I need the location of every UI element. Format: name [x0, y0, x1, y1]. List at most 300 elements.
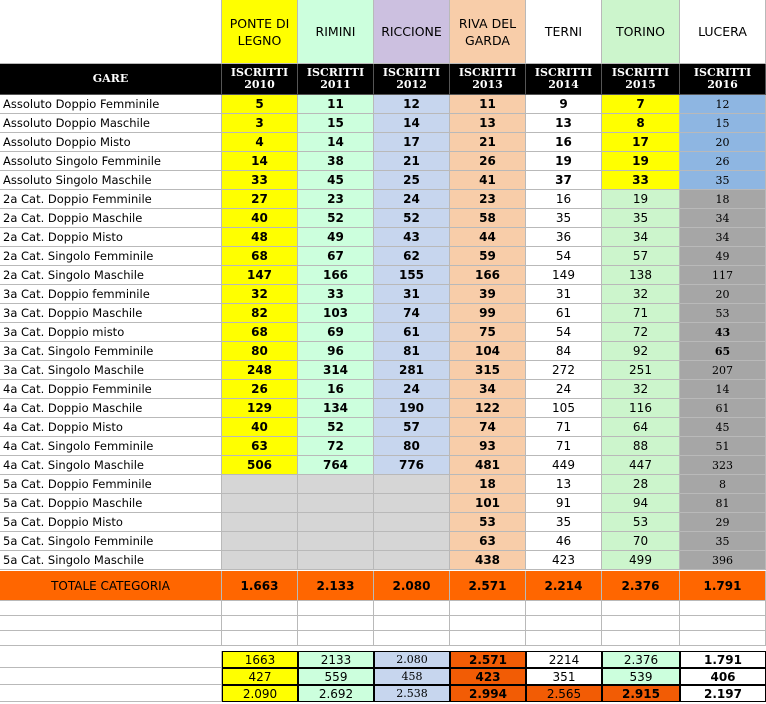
value-cell[interactable]: 5 [222, 95, 298, 114]
city-header[interactable]: TORINO [602, 0, 680, 64]
summary-value[interactable]: 427 [222, 668, 298, 685]
value-cell[interactable]: 72 [602, 323, 680, 342]
value-cell[interactable]: 36 [526, 228, 602, 247]
race-label[interactable]: Assoluto Doppio Maschile [0, 114, 222, 133]
value-cell[interactable]: 103 [298, 304, 374, 323]
value-cell[interactable]: 37 [526, 171, 602, 190]
totale-value[interactable]: 2.571 [450, 571, 526, 601]
value-cell[interactable]: 122 [450, 399, 526, 418]
empty-cell[interactable] [0, 685, 222, 702]
value-cell[interactable]: 49 [680, 247, 766, 266]
value-cell[interactable]: 19 [526, 152, 602, 171]
city-header[interactable]: LUCERA [680, 0, 766, 64]
value-cell[interactable] [374, 551, 450, 570]
value-cell[interactable]: 104 [450, 342, 526, 361]
summary-value[interactable]: 2.915 [602, 685, 680, 702]
empty-cell[interactable] [680, 616, 766, 631]
value-cell[interactable]: 8 [680, 475, 766, 494]
gare-header[interactable]: GARE [0, 64, 222, 95]
totale-label[interactable]: TOTALE CATEGORIA [0, 571, 222, 601]
race-label[interactable]: 3a Cat. Singolo Femminile [0, 342, 222, 361]
city-header[interactable]: RICCIONE [374, 0, 450, 64]
value-cell[interactable]: 207 [680, 361, 766, 380]
table-row [0, 323, 766, 342]
empty-cell[interactable] [298, 601, 374, 616]
value-cell[interactable]: 71 [602, 304, 680, 323]
totale-row [0, 571, 766, 601]
race-label[interactable]: Assoluto Doppio Misto [0, 133, 222, 152]
value-cell[interactable]: 65 [680, 342, 766, 361]
summary-value[interactable]: 559 [298, 668, 374, 685]
value-cell[interactable] [298, 551, 374, 570]
table-row [0, 133, 766, 152]
iscritti-header[interactable] [298, 64, 374, 95]
race-label[interactable]: 2a Cat. Singolo Femminile [0, 247, 222, 266]
iscritti-year: 2014 [548, 78, 579, 91]
value-cell[interactable]: 499 [602, 551, 680, 570]
summary-value[interactable]: 2.565 [526, 685, 602, 702]
empty-cell[interactable] [0, 651, 222, 668]
value-cell[interactable]: 138 [602, 266, 680, 285]
summary-value[interactable]: 2.080 [374, 651, 450, 668]
value-cell[interactable]: 41 [450, 171, 526, 190]
value-cell[interactable]: 80 [222, 342, 298, 361]
value-cell[interactable]: 166 [450, 266, 526, 285]
value-cell[interactable]: 82 [222, 304, 298, 323]
summary-value[interactable]: 2.090 [222, 685, 298, 702]
value-cell[interactable]: 43 [374, 228, 450, 247]
iscritti-header[interactable] [450, 64, 526, 95]
value-cell[interactable]: 53 [680, 304, 766, 323]
summary-value[interactable]: 2.538 [374, 685, 450, 702]
value-cell[interactable]: 34 [602, 228, 680, 247]
race-label[interactable]: 4a Cat. Singolo Maschile [0, 456, 222, 475]
value-cell[interactable]: 147 [222, 266, 298, 285]
value-cell[interactable]: 33 [298, 285, 374, 304]
summary-value[interactable]: 351 [526, 668, 602, 685]
value-cell[interactable]: 49 [298, 228, 374, 247]
value-cell[interactable]: 84 [526, 342, 602, 361]
value-cell[interactable] [298, 494, 374, 513]
value-cell[interactable]: 52 [298, 418, 374, 437]
totale-value[interactable]: 2.133 [298, 571, 374, 601]
race-label[interactable]: 3a Cat. Doppio misto [0, 323, 222, 342]
value-cell[interactable]: 13 [526, 114, 602, 133]
value-cell[interactable]: 59 [450, 247, 526, 266]
value-cell[interactable] [222, 475, 298, 494]
race-label[interactable]: 4a Cat. Doppio Misto [0, 418, 222, 437]
value-cell[interactable]: 190 [374, 399, 450, 418]
race-label[interactable]: 2a Cat. Doppio Maschile [0, 209, 222, 228]
value-cell[interactable]: 16 [526, 190, 602, 209]
totale-value[interactable]: 2.080 [374, 571, 450, 601]
value-cell[interactable]: 43 [680, 323, 766, 342]
totale-value[interactable]: 1.663 [222, 571, 298, 601]
value-cell[interactable]: 68 [222, 247, 298, 266]
value-cell[interactable]: 117 [680, 266, 766, 285]
value-cell[interactable]: 74 [374, 304, 450, 323]
empty-cell[interactable] [526, 601, 602, 616]
race-label[interactable]: 5a Cat. Singolo Maschile [0, 551, 222, 570]
empty-cell[interactable] [298, 616, 374, 631]
summary-value[interactable]: 539 [602, 668, 680, 685]
value-cell[interactable]: 24 [526, 380, 602, 399]
iscritti-year: 2012 [396, 78, 427, 91]
value-cell[interactable]: 17 [602, 133, 680, 152]
table-row [0, 475, 766, 494]
empty-cell[interactable] [222, 601, 298, 616]
race-label[interactable]: 3a Cat. Singolo Maschile [0, 361, 222, 380]
value-cell[interactable]: 44 [450, 228, 526, 247]
value-cell[interactable]: 21 [374, 152, 450, 171]
value-cell[interactable]: 31 [374, 285, 450, 304]
value-cell[interactable]: 15 [298, 114, 374, 133]
value-cell[interactable]: 21 [450, 133, 526, 152]
empty-cell[interactable] [602, 631, 680, 646]
value-cell[interactable]: 51 [680, 437, 766, 456]
race-label[interactable]: 4a Cat. Singolo Femminile [0, 437, 222, 456]
value-cell[interactable] [222, 532, 298, 551]
iscritti-header[interactable] [374, 64, 450, 95]
value-cell[interactable] [298, 513, 374, 532]
value-cell[interactable]: 57 [374, 418, 450, 437]
value-cell[interactable]: 71 [526, 418, 602, 437]
value-cell[interactable]: 13 [450, 114, 526, 133]
value-cell[interactable]: 14 [680, 380, 766, 399]
value-cell[interactable]: 134 [298, 399, 374, 418]
value-cell[interactable]: 63 [222, 437, 298, 456]
summary-value[interactable]: 2.994 [450, 685, 526, 702]
table-row [0, 114, 766, 133]
value-cell[interactable]: 12 [374, 95, 450, 114]
empty-cell[interactable] [526, 631, 602, 646]
summary-value[interactable]: 2133 [298, 651, 374, 668]
value-cell[interactable]: 14 [374, 114, 450, 133]
value-cell[interactable]: 323 [680, 456, 766, 475]
race-label[interactable]: 5a Cat. Doppio Misto [0, 513, 222, 532]
value-cell[interactable]: 45 [680, 418, 766, 437]
value-cell[interactable]: 764 [298, 456, 374, 475]
value-cell[interactable]: 45 [298, 171, 374, 190]
value-cell[interactable]: 166 [298, 266, 374, 285]
value-cell[interactable]: 7 [602, 95, 680, 114]
value-cell[interactable]: 272 [526, 361, 602, 380]
value-cell[interactable] [222, 513, 298, 532]
summary-value[interactable]: 2214 [526, 651, 602, 668]
table-row [0, 418, 766, 437]
value-cell[interactable]: 11 [450, 95, 526, 114]
value-cell[interactable]: 54 [526, 323, 602, 342]
empty-cell[interactable] [450, 616, 526, 631]
value-cell[interactable]: 34 [680, 228, 766, 247]
value-cell[interactable]: 29 [680, 513, 766, 532]
empty-row [0, 616, 766, 631]
value-cell[interactable]: 14 [222, 152, 298, 171]
value-cell[interactable]: 54 [526, 247, 602, 266]
table-row [0, 380, 766, 399]
value-cell[interactable]: 3 [222, 114, 298, 133]
value-cell[interactable]: 24 [374, 380, 450, 399]
race-label[interactable]: 5a Cat. Doppio Femminile [0, 475, 222, 494]
value-cell[interactable]: 46 [526, 532, 602, 551]
value-cell[interactable]: 35 [526, 209, 602, 228]
value-cell[interactable]: 32 [222, 285, 298, 304]
value-cell[interactable]: 315 [450, 361, 526, 380]
value-cell[interactable]: 34 [450, 380, 526, 399]
empty-cell[interactable] [602, 616, 680, 631]
value-cell[interactable]: 53 [450, 513, 526, 532]
value-cell[interactable]: 71 [526, 437, 602, 456]
value-cell[interactable]: 96 [298, 342, 374, 361]
summary-value[interactable]: 1663 [222, 651, 298, 668]
value-cell[interactable]: 13 [526, 475, 602, 494]
race-label[interactable]: 2a Cat. Doppio Femminile [0, 190, 222, 209]
iscritti-label: ISCRITTI [306, 66, 365, 79]
value-cell[interactable]: 61 [374, 323, 450, 342]
summary-value[interactable]: 458 [374, 668, 450, 685]
value-cell[interactable]: 75 [450, 323, 526, 342]
race-label[interactable]: Assoluto Singolo Maschile [0, 171, 222, 190]
value-cell[interactable]: 74 [450, 418, 526, 437]
totale-value[interactable]: 2.376 [602, 571, 680, 601]
empty-cell[interactable] [0, 616, 222, 631]
value-cell[interactable]: 72 [298, 437, 374, 456]
value-cell[interactable]: 25 [374, 171, 450, 190]
value-cell[interactable]: 776 [374, 456, 450, 475]
table-row [0, 266, 766, 285]
value-cell[interactable]: 38 [298, 152, 374, 171]
value-cell[interactable]: 481 [450, 456, 526, 475]
iscritti-header-row [0, 64, 766, 95]
race-label[interactable]: Assoluto Doppio Femminile [0, 95, 222, 114]
value-cell[interactable]: 15 [680, 114, 766, 133]
value-cell[interactable]: 18 [450, 475, 526, 494]
value-cell[interactable] [298, 475, 374, 494]
empty-cell[interactable] [222, 616, 298, 631]
empty-cell[interactable] [526, 616, 602, 631]
value-cell[interactable]: 9 [526, 95, 602, 114]
value-cell[interactable]: 32 [602, 380, 680, 399]
empty-cell[interactable] [450, 631, 526, 646]
value-cell[interactable]: 69 [298, 323, 374, 342]
city-header-row [0, 0, 766, 64]
race-label[interactable]: 5a Cat. Doppio Maschile [0, 494, 222, 513]
value-cell[interactable]: 20 [680, 133, 766, 152]
value-cell[interactable]: 8 [602, 114, 680, 133]
value-cell[interactable]: 24 [374, 190, 450, 209]
table-row [0, 437, 766, 456]
summary-value[interactable]: 2.376 [602, 651, 680, 668]
value-cell[interactable]: 80 [374, 437, 450, 456]
value-cell[interactable]: 116 [602, 399, 680, 418]
totale-value[interactable]: 1.791 [680, 571, 766, 601]
race-label[interactable]: 2a Cat. Singolo Maschile [0, 266, 222, 285]
summary-value[interactable]: 2.692 [298, 685, 374, 702]
value-cell[interactable]: 61 [526, 304, 602, 323]
empty-cell[interactable] [298, 631, 374, 646]
value-cell[interactable]: 423 [526, 551, 602, 570]
value-cell[interactable]: 68 [222, 323, 298, 342]
summary-value[interactable]: 2.571 [450, 651, 526, 668]
value-cell[interactable] [222, 494, 298, 513]
value-cell[interactable]: 35 [680, 171, 766, 190]
race-label[interactable]: Assoluto Singolo Femminile [0, 152, 222, 171]
value-cell[interactable] [374, 513, 450, 532]
empty-cell[interactable] [222, 631, 298, 646]
value-cell[interactable]: 88 [602, 437, 680, 456]
value-cell[interactable]: 12 [680, 95, 766, 114]
value-cell[interactable]: 92 [602, 342, 680, 361]
race-label[interactable]: 5a Cat. Singolo Femminile [0, 532, 222, 551]
empty-cell[interactable] [0, 601, 222, 616]
value-cell[interactable]: 52 [374, 209, 450, 228]
value-cell[interactable]: 93 [450, 437, 526, 456]
empty-cell[interactable] [680, 601, 766, 616]
value-cell[interactable]: 447 [602, 456, 680, 475]
value-cell[interactable]: 438 [450, 551, 526, 570]
value-cell[interactable]: 155 [374, 266, 450, 285]
value-cell[interactable]: 248 [222, 361, 298, 380]
iscritti-header[interactable] [222, 64, 298, 95]
summary-value[interactable]: 423 [450, 668, 526, 685]
race-label[interactable]: 2a Cat. Doppio Misto [0, 228, 222, 247]
value-cell[interactable]: 26 [450, 152, 526, 171]
value-cell[interactable]: 31 [526, 285, 602, 304]
value-cell[interactable]: 28 [602, 475, 680, 494]
value-cell[interactable] [222, 551, 298, 570]
empty-cell[interactable] [0, 668, 222, 685]
value-cell[interactable]: 40 [222, 418, 298, 437]
value-cell[interactable]: 19 [602, 190, 680, 209]
iscritti-label: ISCRITTI [693, 66, 752, 79]
iscritti-header[interactable] [526, 64, 602, 95]
value-cell[interactable]: 35 [526, 513, 602, 532]
value-cell[interactable]: 17 [374, 133, 450, 152]
table-row [0, 551, 766, 570]
value-cell[interactable] [374, 532, 450, 551]
value-cell[interactable]: 35 [602, 209, 680, 228]
value-cell[interactable]: 506 [222, 456, 298, 475]
city-header[interactable]: TERNI [526, 0, 602, 64]
summary-value[interactable]: 1.791 [680, 651, 766, 668]
value-cell[interactable]: 33 [222, 171, 298, 190]
table-row [0, 209, 766, 228]
value-cell[interactable]: 70 [602, 532, 680, 551]
summary-value[interactable]: 2.197 [680, 685, 766, 702]
value-cell[interactable]: 26 [222, 380, 298, 399]
iscritti-label: ISCRITTI [458, 66, 517, 79]
table-row [0, 152, 766, 171]
empty-cell[interactable] [680, 631, 766, 646]
value-cell[interactable]: 14 [298, 133, 374, 152]
city-header[interactable]: RIVA DEL GARDA [450, 0, 526, 64]
value-cell[interactable] [374, 494, 450, 513]
race-label[interactable]: 4a Cat. Doppio Maschile [0, 399, 222, 418]
value-cell[interactable]: 27 [222, 190, 298, 209]
value-cell[interactable]: 396 [680, 551, 766, 570]
summary-value[interactable]: 406 [680, 668, 766, 685]
empty-cell[interactable] [374, 631, 450, 646]
summary-row [0, 651, 766, 668]
empty-row [0, 601, 766, 616]
value-cell[interactable]: 26 [680, 152, 766, 171]
value-cell[interactable]: 16 [298, 380, 374, 399]
value-cell[interactable]: 129 [222, 399, 298, 418]
value-cell[interactable]: 48 [222, 228, 298, 247]
value-cell[interactable]: 18 [680, 190, 766, 209]
table-row [0, 304, 766, 323]
value-cell[interactable]: 99 [450, 304, 526, 323]
value-cell[interactable]: 16 [526, 133, 602, 152]
table-row [0, 95, 766, 114]
value-cell[interactable]: 449 [526, 456, 602, 475]
value-cell[interactable]: 23 [298, 190, 374, 209]
value-cell[interactable] [298, 532, 374, 551]
value-cell[interactable]: 67 [298, 247, 374, 266]
value-cell[interactable]: 52 [298, 209, 374, 228]
race-label[interactable]: 3a Cat. Doppio femminile [0, 285, 222, 304]
iscritti-year: 2010 [244, 78, 275, 91]
empty-cell[interactable] [374, 601, 450, 616]
empty-cell[interactable] [0, 631, 222, 646]
value-cell[interactable]: 4 [222, 133, 298, 152]
iscritti-header[interactable] [602, 64, 680, 95]
value-cell[interactable]: 281 [374, 361, 450, 380]
value-cell[interactable]: 81 [680, 494, 766, 513]
empty-row [0, 631, 766, 646]
value-cell[interactable]: 62 [374, 247, 450, 266]
value-cell[interactable]: 149 [526, 266, 602, 285]
city-header[interactable]: RIMINI [298, 0, 374, 64]
value-cell[interactable]: 11 [298, 95, 374, 114]
empty-cell[interactable] [374, 616, 450, 631]
value-cell[interactable]: 314 [298, 361, 374, 380]
value-cell[interactable]: 91 [526, 494, 602, 513]
value-cell[interactable]: 23 [450, 190, 526, 209]
value-cell[interactable]: 33 [602, 171, 680, 190]
race-label[interactable]: 4a Cat. Doppio Femminile [0, 380, 222, 399]
value-cell[interactable] [374, 475, 450, 494]
value-cell[interactable]: 81 [374, 342, 450, 361]
summary-row [0, 685, 766, 702]
value-cell[interactable]: 19 [602, 152, 680, 171]
city-header[interactable]: PONTE DI LEGNO [222, 0, 298, 64]
value-cell[interactable]: 251 [602, 361, 680, 380]
value-cell[interactable]: 39 [450, 285, 526, 304]
value-cell[interactable]: 20 [680, 285, 766, 304]
corner-cell[interactable] [0, 0, 222, 64]
empty-cell[interactable] [602, 601, 680, 616]
value-cell[interactable]: 63 [450, 532, 526, 551]
totale-value[interactable]: 2.214 [526, 571, 602, 601]
value-cell[interactable]: 34 [680, 209, 766, 228]
race-label[interactable]: 3a Cat. Doppio Maschile [0, 304, 222, 323]
table-row [0, 190, 766, 209]
value-cell[interactable]: 64 [602, 418, 680, 437]
value-cell[interactable]: 53 [602, 513, 680, 532]
value-cell[interactable]: 94 [602, 494, 680, 513]
value-cell[interactable]: 57 [602, 247, 680, 266]
value-cell[interactable]: 32 [602, 285, 680, 304]
iscritti-header[interactable] [680, 64, 766, 95]
value-cell[interactable]: 101 [450, 494, 526, 513]
value-cell[interactable]: 105 [526, 399, 602, 418]
value-cell[interactable]: 61 [680, 399, 766, 418]
empty-cell[interactable] [450, 601, 526, 616]
value-cell[interactable]: 40 [222, 209, 298, 228]
value-cell[interactable]: 35 [680, 532, 766, 551]
value-cell[interactable]: 58 [450, 209, 526, 228]
